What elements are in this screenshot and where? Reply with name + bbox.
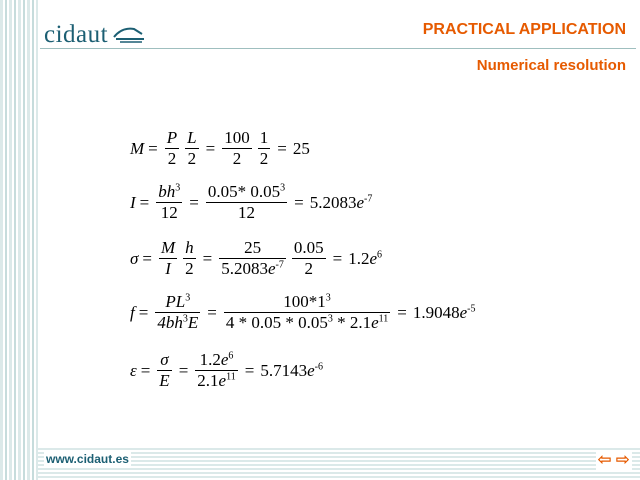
equation-inertia: I = $\frac{bh^3}{12}$ = $\frac{0.05* 0.05^3}{12}$ = $5.2083e^{-7}$ <box>130 182 373 222</box>
arrow-left-icon[interactable]: ⇦ <box>597 450 612 470</box>
equation-moment: M = $\frac{P}{2}$ $\frac{L}{2}$ = $\frac{100}{2}$ $\frac{1}{2}$ = 25 <box>130 128 310 168</box>
fraction: $\frac{1.2e^6}{2.1e^{11}}$ <box>197 350 236 390</box>
eq-result: $1.9048e^{-5}$ <box>412 302 476 322</box>
left-decorative-stripes <box>0 0 38 480</box>
eq-lhs: f <box>130 302 135 322</box>
fraction: $\frac{0.05* 0.05^3}{12}$ <box>207 182 286 222</box>
fraction: $\frac{h}{2}$ <box>185 238 194 278</box>
logo-text: cidaut <box>44 21 109 48</box>
equation-deflection: f = $\frac{PL^3}{4bh^3E}$ = $\frac{100*1^3}{4 * 0.05 * 0.05^3 * 2.1e^{11}}$ = $1.9048e^{-5}$ <box>130 292 476 332</box>
fraction: $\frac{M}{I}$ <box>160 238 176 278</box>
eq-result: $1.2e^6$ <box>348 248 383 268</box>
page-title: PRACTICAL APPLICATION <box>422 21 626 38</box>
arrow-right-icon[interactable]: ⇨ <box>615 450 630 470</box>
header-divider <box>40 48 636 49</box>
eq-result: 25 <box>292 138 310 158</box>
fraction: $\frac{\sigma}{E}$ <box>159 350 170 390</box>
fraction: $\frac{100*1^3}{4 * 0.05 * 0.05^3 * 2.1e^{11}}$ <box>225 292 389 332</box>
fraction: $\frac{25}{5.2083e^{-7}}$ <box>221 238 284 278</box>
eq-result: $5.7143e^{-6}$ <box>260 360 323 380</box>
fraction: $\frac{0.05}{2}$ <box>293 238 324 278</box>
cidaut-logo <box>44 22 146 48</box>
fraction: $\frac{PL^3}{4bh^3E}$ <box>157 292 199 332</box>
footer-website-link[interactable]: www.cidaut.es <box>46 452 129 466</box>
eq-result: $5.2083e^{-7}$ <box>309 192 373 212</box>
fraction: $\frac{P}{2}$ <box>166 128 178 168</box>
page-subtitle: Numerical resolution <box>476 57 626 74</box>
fraction: $\frac{1}{2}$ <box>259 128 269 168</box>
fraction: $\frac{L}{2}$ <box>187 128 197 168</box>
car-logo-icon <box>112 25 146 45</box>
eq-lhs: σ <box>130 248 139 268</box>
equation-stress: σ = $\frac{M}{I}$ $\frac{h}{2}$ = $\frac{25}{5.2083e^{-7}}$ $\frac{0.05}{2}$ = $1.2e^6$ <box>130 238 383 278</box>
fraction: $\frac{100}{2}$ <box>224 128 250 168</box>
eq-lhs: M <box>130 138 145 158</box>
slide-navigation <box>596 450 633 470</box>
eq-lhs: I <box>130 192 136 212</box>
fraction: $\frac{bh^3}{12}$ <box>158 182 181 222</box>
eq-lhs: ε <box>130 360 137 380</box>
equation-strain: ε = $\frac{\sigma}{E}$ = $\frac{1.2e^6}{2.1e^{11}}$ = $5.7143e^{-6}$ <box>130 350 323 390</box>
